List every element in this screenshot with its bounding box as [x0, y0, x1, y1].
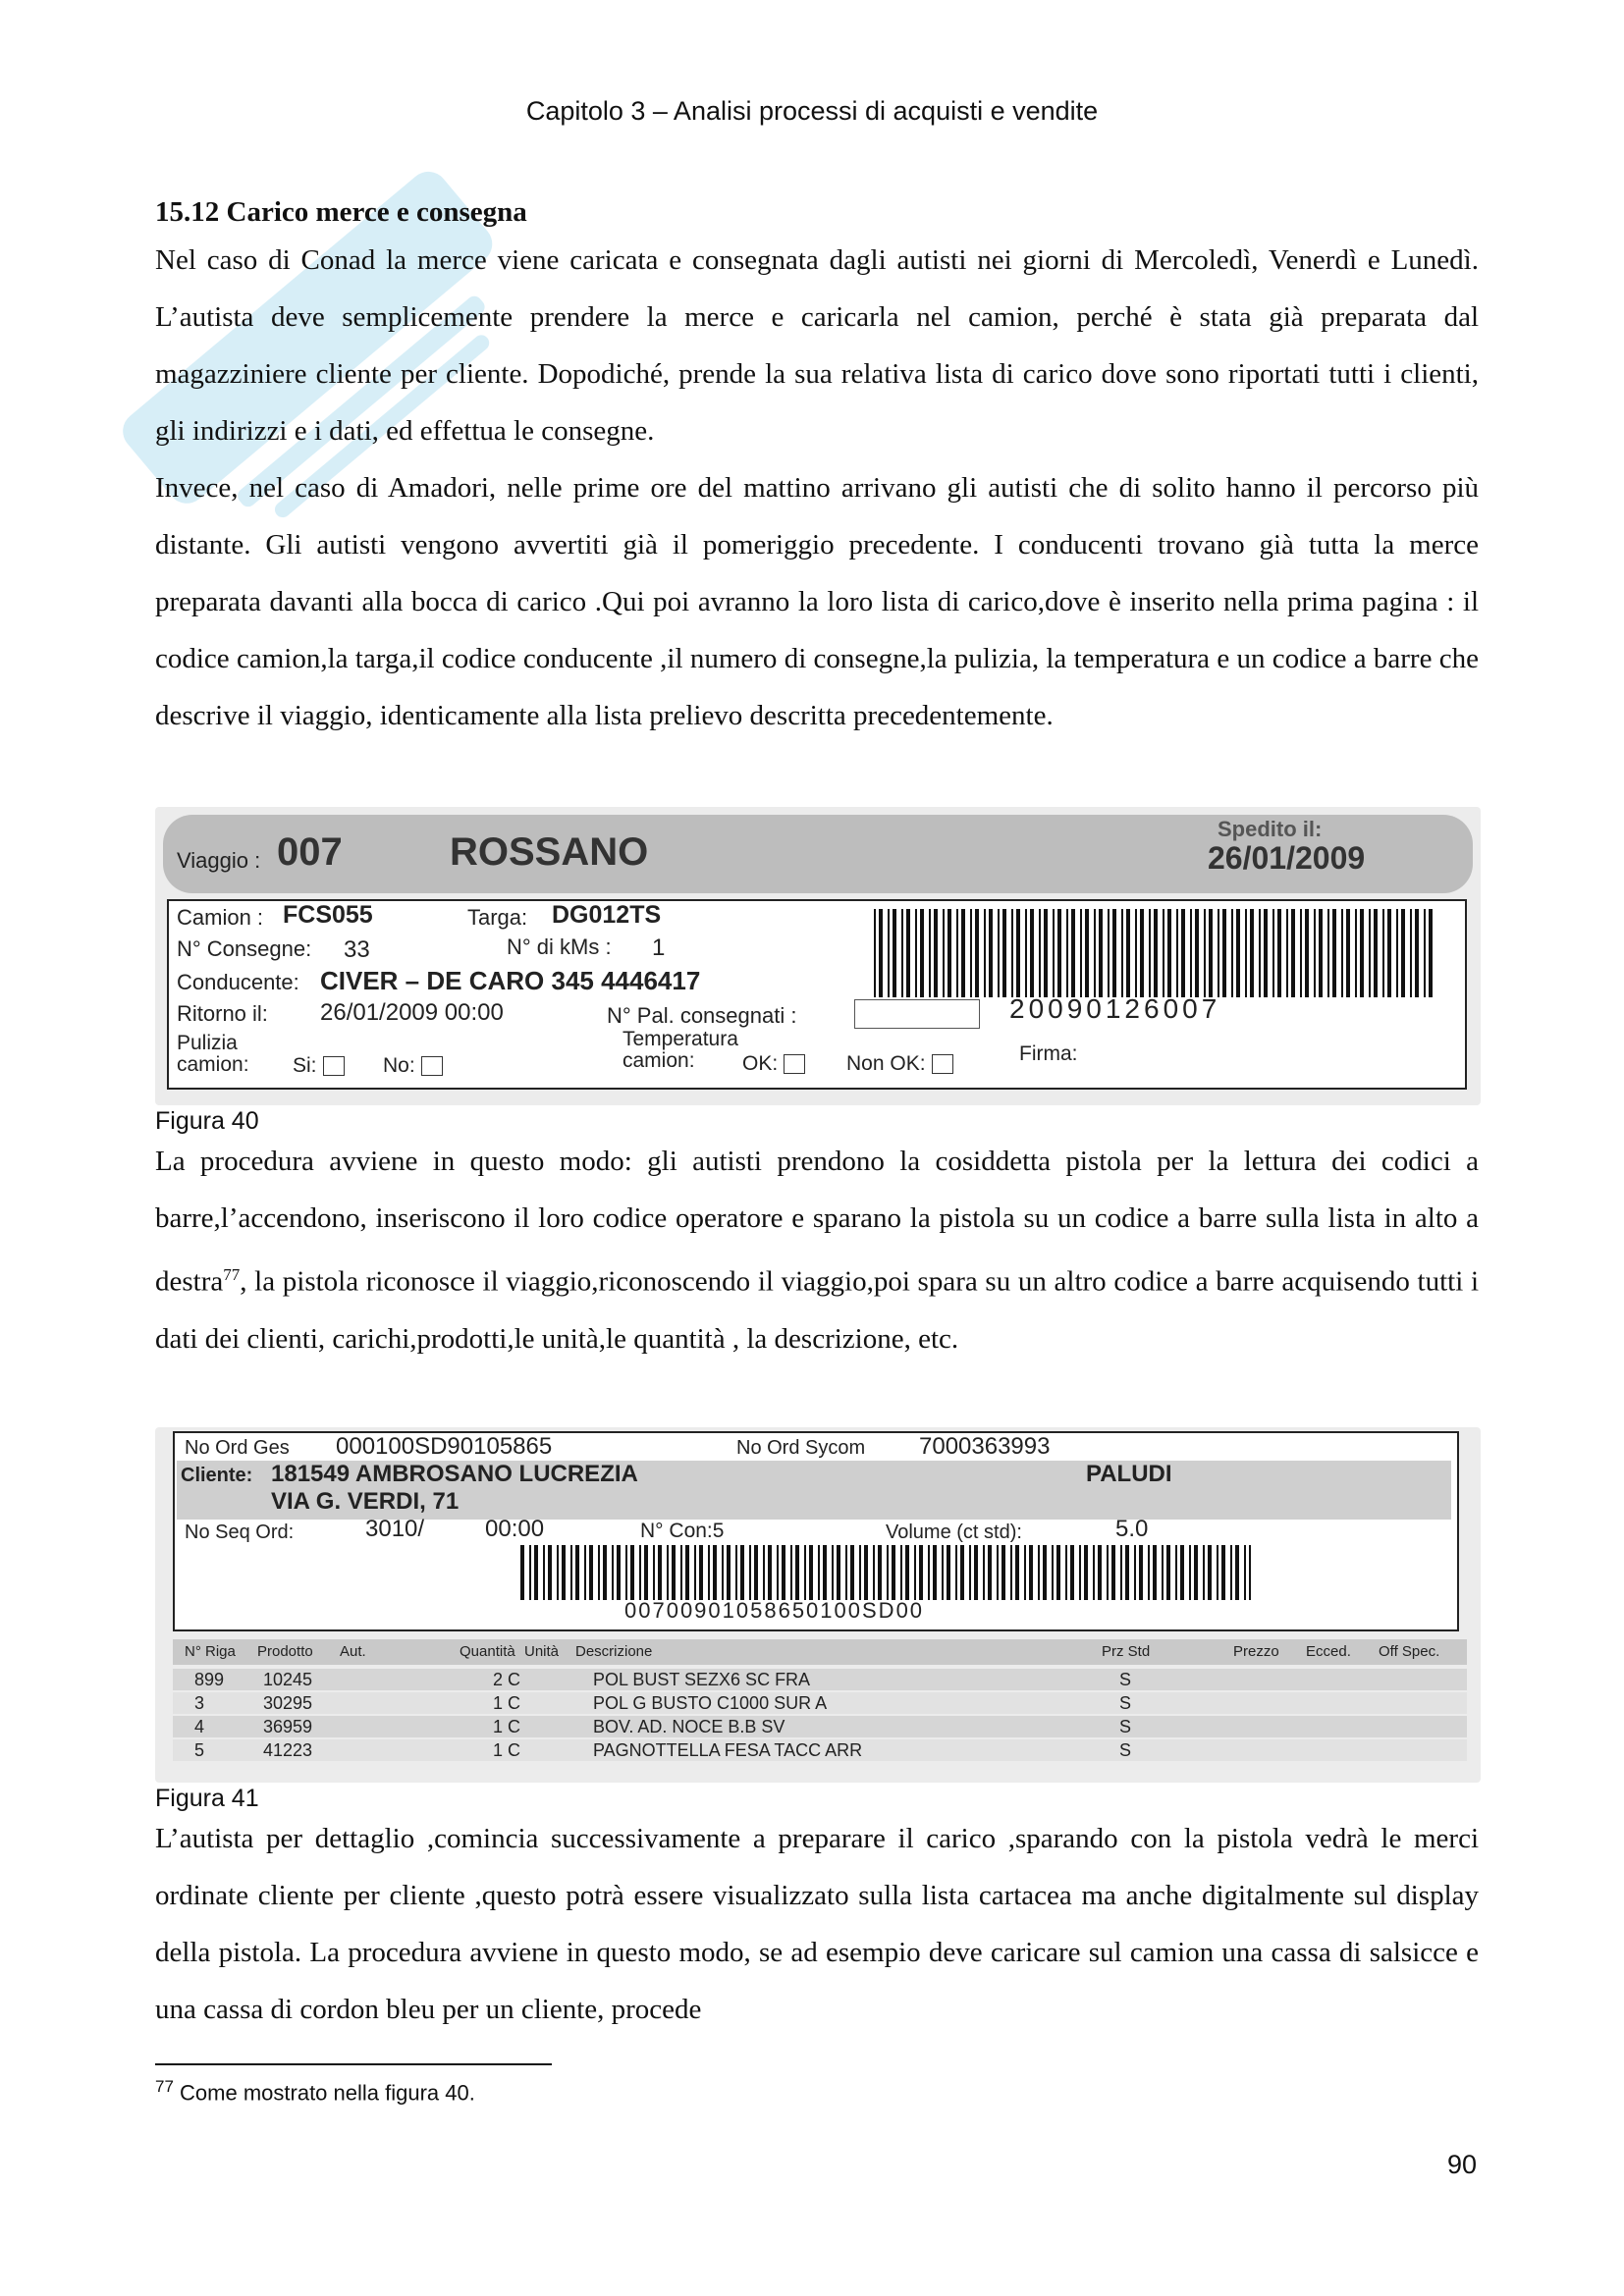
- paragraph-3-part-b: , la pistola riconosce il viaggio,riconoscendo il viaggio,poi spara su un altro codice a barre acquisendo tutti i dati dei clienti, carichi,prodotti,le unità,le quantità , la descrizione, etc.: [155, 1265, 1479, 1355]
- barcode-bar: [914, 1545, 916, 1600]
- barcode-bar: [562, 1545, 566, 1600]
- ok-checkbox: [784, 1054, 805, 1074]
- barcode-bar: [974, 1545, 978, 1600]
- figure-40-trip-sheet: [155, 807, 1481, 1105]
- barcode-bar: [915, 909, 917, 997]
- barcode-bar: [1327, 909, 1329, 997]
- barcode-bar: [1015, 1545, 1019, 1600]
- barcode-bar: [1286, 909, 1288, 997]
- barcode-bar: [754, 1545, 758, 1600]
- con-label: N° Con:5: [640, 1520, 725, 1542]
- row-prodotto: 30295: [263, 1693, 313, 1713]
- barcode-bar: [956, 909, 958, 997]
- barcode-bar: [617, 1545, 621, 1600]
- barcode-bar: [1111, 1545, 1115, 1600]
- col-prodotto: Prodotto: [257, 1643, 313, 1660]
- barcode-bar: [1341, 909, 1343, 997]
- barcode-bar: [850, 1545, 854, 1600]
- barcode-bar: [740, 1545, 744, 1600]
- paragraph-3: [155, 1133, 1479, 1367]
- section-title: 15.12 Carico merce e consegna: [155, 196, 527, 228]
- barcode-bar: [722, 1545, 724, 1600]
- barcode-bar: [900, 1545, 902, 1600]
- barcode-bar: [823, 1545, 827, 1600]
- barcode-bar: [1108, 909, 1110, 997]
- row-descrizione: POL G BUSTO C1000 SUR A: [593, 1693, 828, 1713]
- col-descrizione: Descrizione: [575, 1643, 653, 1660]
- footnote-ref: 77: [223, 1265, 241, 1284]
- viaggio-value: 007: [277, 830, 343, 874]
- barcode-bar: [1093, 1545, 1095, 1600]
- barcode-bar: [1066, 909, 1068, 997]
- barcode-bar: [1189, 1545, 1191, 1600]
- figure-41-order-sheet: [155, 1427, 1481, 1783]
- row-prz-std: S: [1119, 1693, 1132, 1713]
- barcode-bar: [1208, 1545, 1212, 1600]
- barcode-bar: [625, 1545, 627, 1600]
- trip-barcode-number: 20090126007: [1009, 993, 1221, 1024]
- barcode-bar: [1396, 909, 1398, 997]
- barcode-bar: [1319, 909, 1323, 997]
- barcode-bar: [667, 1545, 669, 1600]
- barcode-bar: [933, 1545, 937, 1600]
- barcode-bar: [1382, 909, 1384, 997]
- barcode-bar: [1001, 1545, 1005, 1600]
- barcode-bar: [1235, 1545, 1239, 1600]
- footnote-number: 77: [155, 2077, 174, 2096]
- barcode-bar: [708, 1545, 710, 1600]
- page-number: 90: [1446, 2150, 1477, 2179]
- barcode-bar: [713, 1545, 717, 1600]
- col-quantita: Quantità: [460, 1643, 515, 1660]
- barcode-bar: [1218, 909, 1219, 997]
- si-checkbox: [323, 1056, 345, 1076]
- targa-label: Targa:: [467, 905, 528, 930]
- barcode-bar: [763, 1545, 765, 1600]
- si-label: Si:: [293, 1054, 317, 1077]
- barcode-bar: [1120, 1545, 1122, 1600]
- barcode-bar: [777, 1545, 779, 1600]
- barcode-bar: [1079, 1545, 1081, 1600]
- barcode-bar: [1010, 1545, 1012, 1600]
- barcode-bar: [529, 1545, 531, 1600]
- barcode-bar: [1217, 1545, 1218, 1600]
- barcode-bar: [1167, 909, 1171, 997]
- barcode-bar: [928, 1545, 930, 1600]
- barcode-bar: [1305, 909, 1309, 997]
- consegne-value: 33: [344, 936, 370, 963]
- barcode-bar: [892, 1545, 895, 1600]
- barcode-bar: [589, 1545, 593, 1600]
- barcode-bar: [1071, 909, 1075, 997]
- barcode-bar: [1369, 909, 1371, 997]
- barcode-bar: [901, 909, 903, 997]
- barcode-bar: [874, 909, 876, 997]
- paragraph-2: Invece, nel caso di Amadori, nelle prime ore del mattino arrivano gli autisti che di solito hanno il percorso più distante. Gli autisti vengono avvertiti già il pomeriggio precedente. I conducenti trovano già tutta la merce preparata davanti alla bocca di carico .Qui poi avranno la loro lista di carico,dove è inserito nella prima pagina : il codice camion,la targa,il codice conducente ,il numero di consegne,la pulizia, la temperatura e un codice a barre che descrive il viaggio, identicamente alla lista prelievo descritta precedentemente.: [155, 472, 1479, 731]
- barcode-bar: [1415, 909, 1419, 997]
- table-row: [173, 1692, 1467, 1714]
- row-riga: 899: [194, 1670, 225, 1689]
- barcode-bar: [960, 1545, 964, 1600]
- ok-label: OK:: [742, 1052, 779, 1075]
- barcode-bar: [1190, 909, 1192, 997]
- barcode-bar: [1121, 909, 1123, 997]
- barcode-bar: [548, 1545, 552, 1600]
- barcode-bar: [520, 1545, 524, 1600]
- barcode-bar: [1053, 909, 1055, 997]
- footnote: [155, 2077, 475, 2106]
- row-descrizione: POL BUST SEZX6 SC FRA: [593, 1670, 811, 1689]
- barcode-bar: [1181, 909, 1185, 997]
- barcode-bar: [997, 1545, 999, 1600]
- camion-value: FCS055: [283, 901, 373, 929]
- barcode-bar: [1221, 1545, 1225, 1600]
- barcode-bar: [1209, 909, 1213, 997]
- barcode-bar: [575, 1545, 579, 1600]
- barcode-bar: [1025, 909, 1027, 997]
- barcode-bar: [598, 1545, 600, 1600]
- barcode-bar: [584, 1545, 586, 1600]
- table-row: [173, 1739, 1467, 1761]
- barcode-bar: [653, 1545, 655, 1600]
- barcode-bar: [685, 1545, 689, 1600]
- barcode-bar: [1016, 909, 1020, 997]
- barcode-bar: [1148, 1545, 1150, 1600]
- col-ecced: Ecced.: [1306, 1643, 1351, 1660]
- barcode-bar: [1277, 909, 1281, 997]
- barcode-bar: [818, 1545, 820, 1600]
- barcode-bar: [859, 1545, 861, 1600]
- barcode-bar: [1139, 1545, 1143, 1600]
- no-checkbox: [421, 1056, 443, 1076]
- running-header: Capitolo 3 – Analisi processi di acquisti e vendite: [525, 96, 1099, 126]
- barcode-bar: [983, 1545, 985, 1600]
- barcode-bar: [749, 1545, 751, 1600]
- row-quantita: 1 C: [493, 1693, 521, 1713]
- barcode-bar: [942, 1545, 944, 1600]
- barcode-bar: [1098, 1545, 1102, 1600]
- barcode-bar: [1057, 909, 1061, 997]
- barcode-bar: [934, 909, 938, 997]
- barcode-bar: [1259, 909, 1261, 997]
- targa-value: DG012TS: [552, 901, 662, 929]
- barcode-bar: [1112, 909, 1116, 997]
- body-bottom: [155, 1810, 1479, 2038]
- barcode-bar: [1153, 1545, 1157, 1600]
- barcode-bar: [1099, 909, 1103, 997]
- barcode-bar: [888, 909, 890, 997]
- barcode-bar: [804, 1545, 806, 1600]
- barcode-bar: [1429, 909, 1433, 997]
- conducente-label: Conducente:: [177, 970, 299, 994]
- barcode-bar: [1231, 909, 1233, 997]
- barcode-bar: [879, 909, 883, 997]
- barcode-bar: [603, 1545, 607, 1600]
- row-descrizione: PAGNOTTELLA FESA TACC ARR: [593, 1740, 863, 1760]
- barcode-bar: [1162, 1545, 1164, 1600]
- barcode-bar: [1011, 909, 1013, 997]
- barcode-bar: [989, 909, 993, 997]
- spedito-label: Spedito il:: [1218, 817, 1323, 841]
- barcode-bar: [1300, 909, 1302, 997]
- barcode-bar: [1154, 909, 1158, 997]
- barcode-bar: [864, 1545, 868, 1600]
- barcode-bar: [1126, 909, 1130, 997]
- pallet-label: N° Pal. consegnati :: [607, 1003, 797, 1028]
- barcode-bar: [1204, 909, 1206, 997]
- barcode-bar: [1030, 909, 1034, 997]
- localita-value: PALUDI: [1086, 1461, 1172, 1487]
- barcode-bar: [1002, 909, 1006, 997]
- consegne-label: N° Consegne:: [177, 936, 312, 961]
- row-prz-std: S: [1119, 1740, 1132, 1760]
- barcode-bar: [988, 1545, 992, 1600]
- seq-value: 3010/: [365, 1516, 425, 1542]
- pulizia-label: Pulizia camion:: [177, 1032, 249, 1076]
- pulizia-si: [293, 1054, 345, 1078]
- barcode-bar: [790, 1545, 792, 1600]
- barcode-bar: [1107, 1545, 1109, 1600]
- barcode-bar: [1249, 1545, 1251, 1600]
- barcode-bar: [906, 909, 910, 997]
- barcode-bar: [1272, 909, 1274, 997]
- barcode-bar: [947, 909, 951, 997]
- barcode-bar: [1410, 909, 1412, 997]
- col-unita: Unità: [524, 1643, 560, 1660]
- barcode-bar: [832, 1545, 834, 1600]
- barcode-bar: [920, 909, 924, 997]
- order-barcode: [520, 1545, 1251, 1600]
- row-descrizione: BOV. AD. NOCE B.B SV: [593, 1717, 785, 1736]
- spedito-value: 26/01/2009: [1208, 840, 1366, 876]
- barcode-bar: [612, 1545, 614, 1600]
- ordsycom-label: No Ord Sycom: [736, 1437, 866, 1459]
- barcode-bar: [1029, 1545, 1033, 1600]
- barcode-bar: [543, 1545, 545, 1600]
- barcode-bar: [1401, 909, 1405, 997]
- order-barcode-number: 00700901058650100SD00: [624, 1598, 925, 1623]
- barcode-bar: [1085, 909, 1089, 997]
- barcode-bar: [1250, 909, 1254, 997]
- barcode-bar: [1245, 909, 1247, 997]
- barcode-bar: [1424, 909, 1426, 997]
- barcode-bar: [672, 1545, 676, 1600]
- ordsycom-value: 7000363993: [919, 1433, 1051, 1460]
- row-quantita: 1 C: [493, 1740, 521, 1760]
- pallet-count-box: [854, 999, 980, 1029]
- viaggio-label: Viaggio :: [177, 848, 261, 873]
- barcode-bar: [1039, 909, 1041, 997]
- barcode-bar: [1125, 1545, 1129, 1600]
- barcode-bar: [878, 1545, 882, 1600]
- indirizzo-value: VIA G. VERDI, 71: [271, 1488, 460, 1515]
- temperatura-label: Temperatura camion:: [623, 1028, 738, 1072]
- ritorno-label: Ritorno il:: [177, 1001, 268, 1026]
- kms-label: N° di kMs :: [507, 934, 612, 959]
- caption-figure-41: Figura 41: [155, 1785, 259, 1812]
- barcode-bar: [1094, 909, 1096, 997]
- barcode-bar: [1374, 909, 1378, 997]
- row-quantita: 1 C: [493, 1717, 521, 1736]
- barcode-bar: [809, 1545, 813, 1600]
- barcode-bar: [998, 909, 1000, 997]
- barcode-bar: [694, 1545, 696, 1600]
- row-prodotto: 41223: [263, 1740, 313, 1760]
- barcode-bar: [887, 1545, 889, 1600]
- row-prodotto: 36959: [263, 1717, 313, 1736]
- footnote-text: Come mostrato nella figura 40.: [173, 2080, 475, 2106]
- body-top: [155, 192, 1479, 744]
- barcode-bar: [1056, 1545, 1060, 1600]
- volume-label: Volume (ct std):: [886, 1522, 1022, 1543]
- barcode-bar: [1355, 909, 1357, 997]
- barcode-bar: [1038, 1545, 1040, 1600]
- row-prz-std: S: [1119, 1717, 1132, 1736]
- destination: ROSSANO: [450, 830, 649, 874]
- seq-time: 00:00: [485, 1516, 545, 1542]
- col-off-spec: Off Spec.: [1379, 1643, 1440, 1660]
- barcode-bar: [984, 909, 986, 997]
- barcode-bar: [1180, 1545, 1184, 1600]
- cliente-value: 181549 AMBROSANO LUCREZIA: [271, 1461, 638, 1487]
- pulizia-no: [383, 1054, 443, 1078]
- temp-nonok: [846, 1052, 953, 1076]
- row-riga: 3: [194, 1693, 205, 1713]
- barcode-bar: [680, 1545, 682, 1600]
- barcode-bar: [1314, 909, 1316, 997]
- barcode-bar: [1163, 909, 1164, 997]
- barcode-bar: [1135, 909, 1137, 997]
- barcode-bar: [1176, 909, 1178, 997]
- barcode-bar: [1291, 909, 1295, 997]
- barcode-bar: [1166, 1545, 1170, 1600]
- barcode-bar: [699, 1545, 703, 1600]
- row-prodotto: 10245: [263, 1670, 313, 1689]
- barcode-bar: [905, 1545, 909, 1600]
- barcode-bar: [1024, 1545, 1026, 1600]
- barcode-bar: [837, 1545, 840, 1600]
- barcode-bar: [1195, 909, 1199, 997]
- barcode-bar: [534, 1545, 538, 1600]
- paragraph-1: Nel caso di Conad la merce viene caricata e consegnata dagli autisti nei giorni di Mercoledì, Venerdì e Lunedì. L’autista deve semplicemente prendere la merce e caricarla nel camion, perché è stata già preparata dal magazziniere cliente per cliente. Dopodiché, prende la sua relativa lista di carico dove sono riportati tutti i clienti, gli indirizzi e i dati, ed effettua le consegne.: [155, 244, 1479, 447]
- barcode-bar: [1203, 1545, 1205, 1600]
- barcode-bar: [795, 1545, 799, 1600]
- barcode-bar: [1134, 1545, 1136, 1600]
- barcode-bar: [782, 1545, 785, 1600]
- footnote-separator: [155, 2063, 552, 2065]
- barcode-bar: [873, 1545, 875, 1600]
- volume-value: 5.0: [1115, 1516, 1149, 1542]
- barcode-bar: [919, 1545, 923, 1600]
- barcode-bar: [1346, 909, 1350, 997]
- firma-label: Firma:: [1019, 1042, 1078, 1065]
- barcode-bar: [1043, 1545, 1047, 1600]
- barcode-bar: [1044, 909, 1048, 997]
- row-riga: 5: [194, 1740, 205, 1760]
- barcode-bar: [1175, 1545, 1177, 1600]
- barcode-bar: [1140, 909, 1144, 997]
- barcode-bar: [658, 1545, 662, 1600]
- barcode-bar: [975, 909, 979, 997]
- barcode-bar: [947, 1545, 950, 1600]
- nonok-checkbox: [932, 1054, 953, 1074]
- seq-label: No Seq Ord:: [185, 1522, 295, 1543]
- barcode-bar: [1149, 909, 1151, 997]
- barcode-bar: [845, 1545, 847, 1600]
- barcode-bar: [1230, 1545, 1232, 1600]
- row-riga: 4: [194, 1717, 205, 1736]
- col-prz-std: Prz Std: [1102, 1643, 1151, 1660]
- barcode-bar: [969, 1545, 971, 1600]
- no-label: No:: [383, 1054, 415, 1077]
- barcode-bar: [639, 1545, 641, 1600]
- barcode-bar: [1387, 909, 1391, 997]
- nonok-label: Non OK:: [846, 1052, 926, 1075]
- kms-value: 1: [652, 934, 666, 961]
- col-prezzo: Prezzo: [1233, 1643, 1279, 1660]
- barcode-bar: [929, 909, 931, 997]
- barcode-bar: [955, 1545, 957, 1600]
- col-aut: Aut.: [340, 1643, 366, 1660]
- row-quantita: 2 C: [493, 1670, 521, 1689]
- conducente-value: CIVER – DE CARO 345 4446417: [320, 966, 701, 995]
- paragraph-4: L’autista per dettaglio ,comincia successivamente a preparare il carico ,sparando con la pistola vedrà le merci ordinate cliente per cliente ,questo potrà essere visualizzato sulla lista cartacea ma anche digitalmente sul display della pistola. La procedura avviene in questo modo, se ad esempio deve caricare sul camion una cassa di salsicce e una cassa di cordon bleu per un cliente, procede: [155, 1823, 1479, 2025]
- ordges-value: 000100SD90105865: [336, 1433, 553, 1460]
- barcode-bar: [1084, 1545, 1088, 1600]
- barcode-bar: [1052, 1545, 1054, 1600]
- items-header: [173, 1639, 1467, 1665]
- barcode-bar: [1080, 909, 1082, 997]
- barcode-bar: [961, 909, 965, 997]
- ritorno-value: 26/01/2009 00:00: [320, 999, 504, 1026]
- paragraph-3-part-a: La procedura avviene in questo modo: gli autisti prendono la cosiddetta pistola per la lettura dei codici a barre,l’accendono, inseriscono il loro codice operatore e sparano la pistola su un codice a barre sulla lista in alto a destra: [155, 1146, 1479, 1298]
- barcode-bar: [1222, 909, 1226, 997]
- barcode-bar: [557, 1545, 559, 1600]
- barcode-bar: [893, 909, 896, 997]
- barcode-bar: [768, 1545, 772, 1600]
- barcode-bar: [570, 1545, 572, 1600]
- barcode-bar: [1244, 1545, 1246, 1600]
- cliente-label: Cliente:: [181, 1465, 253, 1486]
- barcode-bar: [1065, 1545, 1067, 1600]
- barcode-bar: [644, 1545, 648, 1600]
- barcode-bar: [1332, 909, 1336, 997]
- camion-label: Camion :: [177, 905, 264, 930]
- barcode-bar: [1194, 1545, 1198, 1600]
- barcode-bar: [727, 1545, 731, 1600]
- caption-figure-40: Figura 40: [155, 1107, 259, 1135]
- barcode-bar: [735, 1545, 737, 1600]
- barcode-bar: [943, 909, 945, 997]
- barcode-bar: [1360, 909, 1364, 997]
- barcode-bar: [1070, 1545, 1074, 1600]
- table-row: [173, 1669, 1467, 1690]
- barcode-bar: [1236, 909, 1240, 997]
- barcode-bar: [970, 909, 972, 997]
- col-riga: N° Riga: [185, 1643, 236, 1660]
- ordges-label: No Ord Ges: [185, 1437, 290, 1459]
- row-prz-std: S: [1119, 1670, 1132, 1689]
- table-row: [173, 1716, 1467, 1737]
- barcode-bar: [630, 1545, 634, 1600]
- trip-barcode: [874, 909, 1435, 997]
- barcode-bar: [1264, 909, 1268, 997]
- temp-ok: [742, 1052, 805, 1076]
- body-middle: [155, 1133, 1479, 1367]
